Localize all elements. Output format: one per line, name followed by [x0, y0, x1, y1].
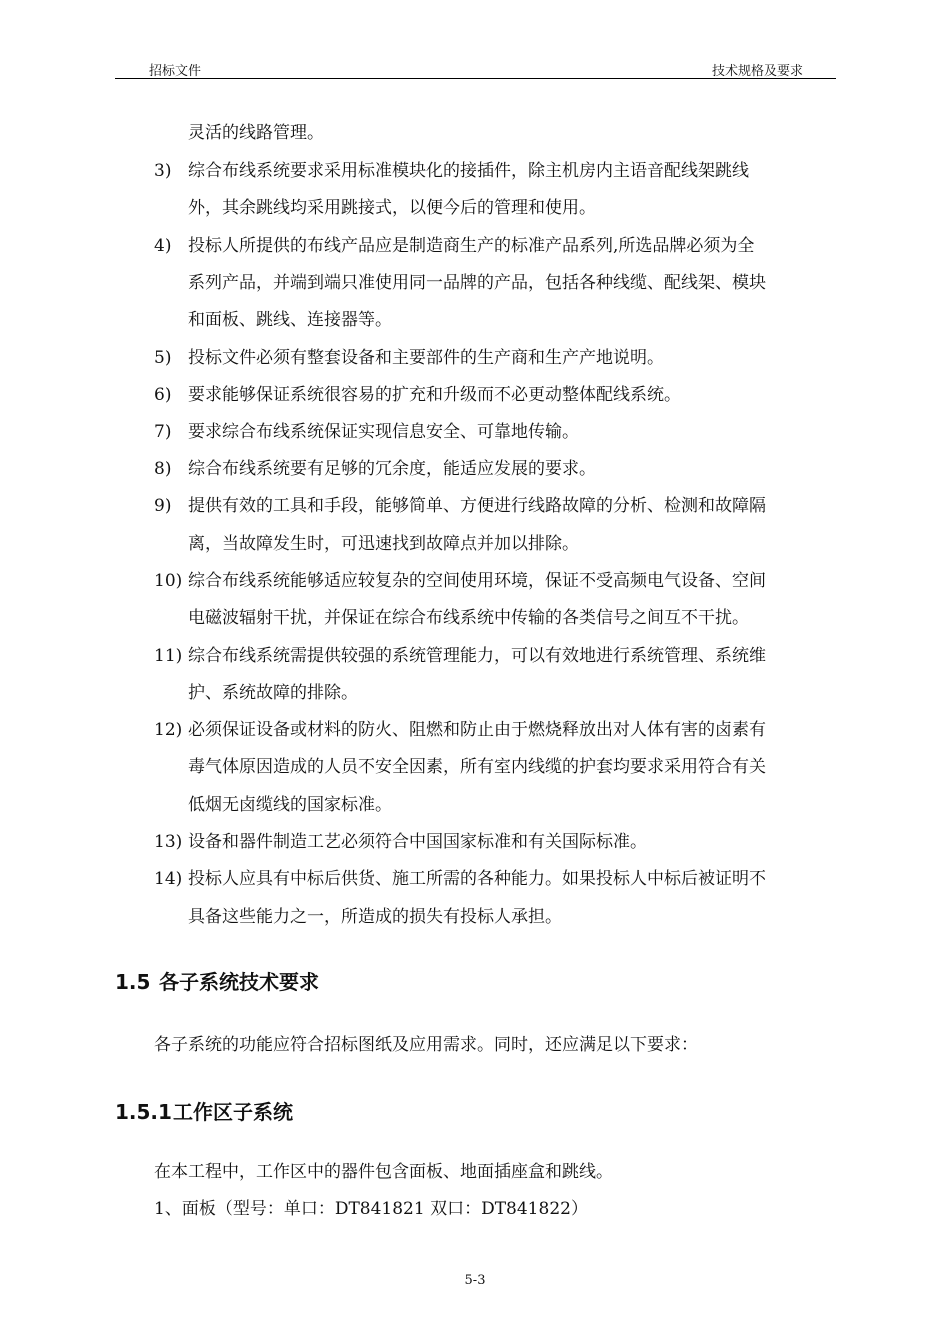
list-number: 13): [154, 832, 183, 852]
section-title: 各子系统技术要求: [159, 970, 319, 994]
paragraph: 1、面板（型号：单口：DT841821 双口：DT841822）: [154, 1199, 588, 1219]
list-number: 5): [154, 348, 172, 368]
list-line: 护、系统故障的排除。: [188, 683, 358, 703]
list-line: 具备这些能力之一，所造成的损失有投标人承担。: [188, 907, 562, 927]
list-line: 低烟无卤缆线的国家标准。: [188, 795, 392, 815]
list-number: 14): [154, 869, 183, 889]
list-number: 11): [154, 646, 183, 666]
list-number: 6): [154, 385, 172, 405]
header-right: 技术规格及要求: [711, 64, 803, 79]
list-line: 设备和器件制造工艺必须符合中国国家标准和有关国际标准。: [188, 832, 647, 852]
list-line: 要求综合布线系统保证实现信息安全、可靠地传输。: [188, 422, 579, 442]
subsection-title: 工作区子系统: [173, 1100, 293, 1124]
subsection-heading: [115, 1096, 293, 1125]
subsection-number: 1.5.1: [115, 1100, 172, 1124]
list-line: 毒气体原因造成的人员不安全因素，所有室内线缆的护套均要求采用符合有关: [188, 757, 766, 777]
page-number: 5-3: [464, 1273, 486, 1288]
header-left: 招标文件: [149, 64, 202, 79]
list-line: 和面板、跳线、连接器等。: [188, 310, 392, 330]
list-line: 必须保证设备或材料的防火、阻燃和防止由于燃烧释放出对人体有害的卤素有: [188, 720, 766, 740]
page-header: [115, 58, 836, 79]
list-number: 10): [154, 571, 183, 591]
list-line: 投标人所提供的布线产品应是制造商生产的标准产品系列,所选品牌必须为全: [188, 236, 755, 256]
list-number: 9): [154, 496, 172, 516]
section-intro: 各子系统的功能应符合招标图纸及应用需求。同时，还应满足以下要求：: [154, 1035, 698, 1055]
list-line: 电磁波辐射干扰，并保证在综合布线系统中传输的各类信号之间互不干扰。: [188, 608, 749, 628]
paragraph: 在本工程中，工作区中的器件包含面板、地面插座盒和跳线。: [154, 1162, 613, 1182]
list-line: 综合布线系统能够适应较复杂的空间使用环境，保证不受高频电气设备、空间: [188, 571, 766, 591]
section-number: 1.5: [115, 970, 151, 994]
section-heading: [115, 966, 319, 995]
list-line: 灵活的线路管理。: [188, 123, 324, 143]
list-line: 综合布线系统要有足够的冗余度，能适应发展的要求。: [188, 459, 596, 479]
list-line: 外，其余跳线均采用跳接式，以便今后的管理和使用。: [188, 198, 596, 218]
list-line: 综合布线系统需提供较强的系统管理能力，可以有效地进行系统管理、系统维: [188, 646, 766, 666]
list-line: 投标文件必须有整套设备和主要部件的生产商和生产产地说明。: [188, 348, 664, 368]
list-number: 12): [154, 720, 183, 740]
list-line: 系列产品，并端到端只准使用同一品牌的产品，包括各种线缆、配线架、模块: [188, 273, 766, 293]
list-number: 7): [154, 422, 172, 442]
list-number: 8): [154, 459, 172, 479]
list-number: 3): [154, 161, 172, 181]
list-line: 提供有效的工具和手段，能够简单、方便进行线路故障的分析、检测和故障隔: [188, 496, 766, 516]
list-line: 投标人应具有中标后供货、施工所需的各种能力。如果投标人中标后被证明不: [188, 869, 766, 889]
list-line: 要求能够保证系统很容易的扩充和升级而不必更动整体配线系统。: [188, 385, 681, 405]
list-line: 离，当故障发生时，可迅速找到故障点并加以排除。: [188, 534, 579, 554]
list-line: 综合布线系统要求采用标准模块化的接插件，除主机房内主语音配线架跳线: [188, 161, 749, 181]
list-number: 4): [154, 236, 172, 256]
